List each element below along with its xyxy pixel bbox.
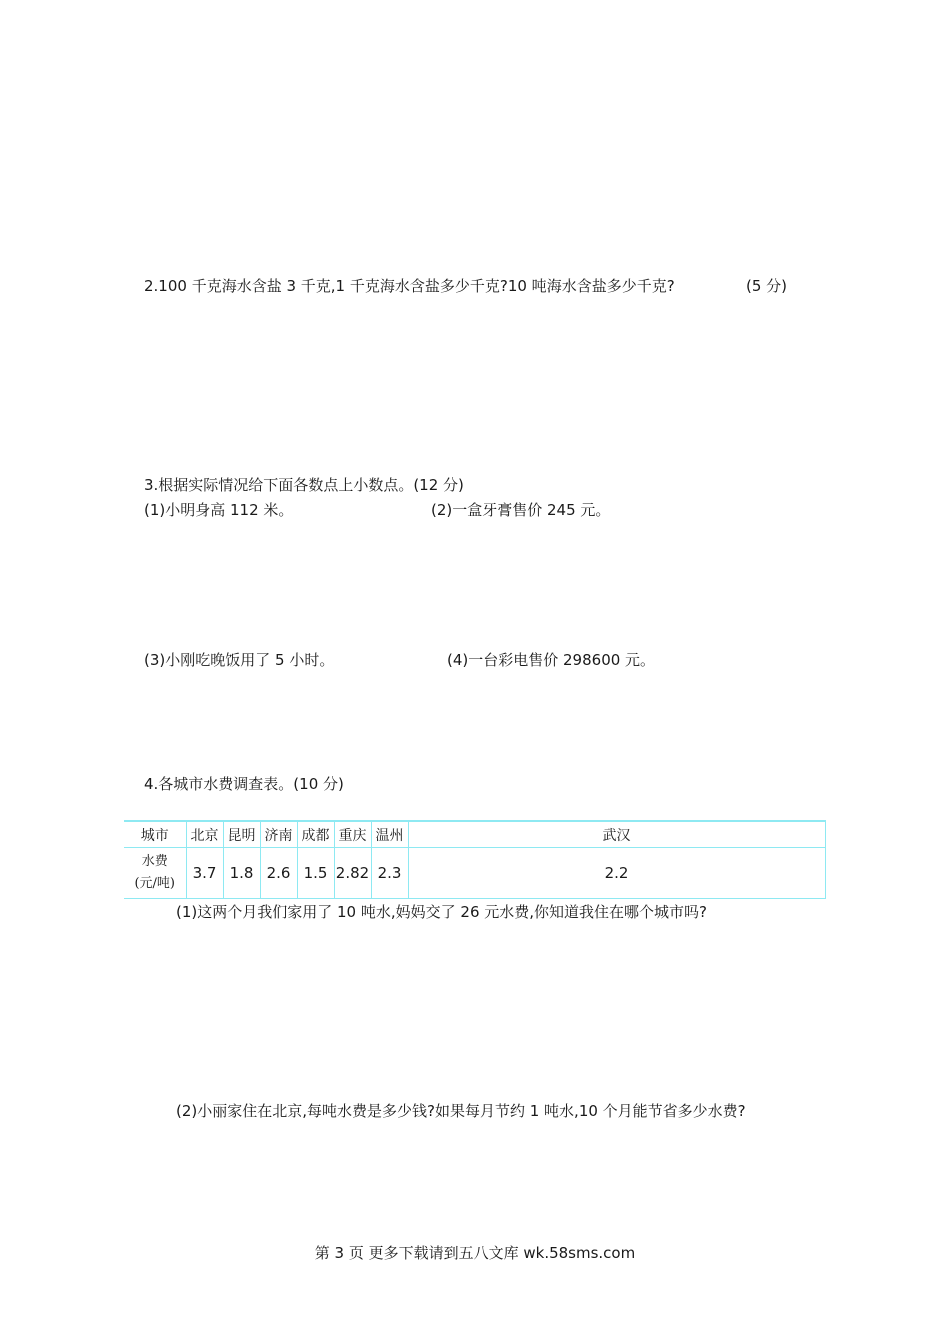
question-2-text: 2.100 千克海水含盐 3 千克,1 千克海水含盐多少千克?10 吨海水含盐多少千克?	[144, 277, 675, 295]
water-fee-table	[124, 820, 826, 899]
fee-cell-beijing: 3.7	[186, 848, 223, 899]
table-fee-row	[124, 848, 825, 899]
city-cell-jinan: 济南	[260, 821, 297, 848]
fee-label-line-1: 水费	[141, 854, 168, 869]
fee-cell-kunming: 1.8	[223, 848, 260, 899]
fee-cell-jinan: 2.6	[260, 848, 297, 899]
question-4-sub-1: (1)这两个月我们家用了 10 吨水,妈妈交了 26 元水费,你知道我住在哪个城市吗?	[176, 903, 707, 921]
city-cell-beijing: 北京	[186, 821, 223, 848]
question-3-item-2: (2)一盒牙膏售价 245 元。	[431, 501, 611, 519]
header-label-cell: 城市	[124, 821, 186, 848]
city-cell-wenzhou: 温州	[371, 821, 408, 848]
table-header-row	[124, 821, 825, 848]
question-2-score: (5 分)	[746, 277, 788, 295]
city-cell-wuhan: 武汉	[408, 821, 825, 848]
question-3-title: 3.根据实际情况给下面各数点上小数点。(12 分)	[144, 476, 464, 494]
fee-label-cell	[124, 848, 186, 899]
fee-cell-wuhan: 2.2	[408, 848, 825, 899]
question-3-item-3: (3)小刚吃晚饭用了 5 小时。	[144, 651, 335, 669]
fee-cell-chongqing: 2.82	[334, 848, 371, 899]
fee-label-line-2: (元/吨)	[134, 876, 176, 891]
question-4-sub-2: (2)小丽家住在北京,每吨水费是多少钱?如果每月节约 1 吨水,10 个月能节省多少水费?	[176, 1102, 746, 1120]
city-cell-chengdu: 成都	[297, 821, 334, 848]
question-3-item-1: (1)小明身高 112 米。	[144, 501, 294, 519]
city-cell-kunming: 昆明	[223, 821, 260, 848]
question-3-item-4: (4)一台彩电售价 298600 元。	[447, 651, 656, 669]
fee-cell-wenzhou: 2.3	[371, 848, 408, 899]
page-footer: 第 3 页 更多下载请到五八文库 wk.58sms.com	[314, 1244, 636, 1262]
city-cell-chongqing: 重庆	[334, 821, 371, 848]
question-4-title: 4.各城市水费调查表。(10 分)	[144, 775, 344, 793]
fee-cell-chengdu: 1.5	[297, 848, 334, 899]
